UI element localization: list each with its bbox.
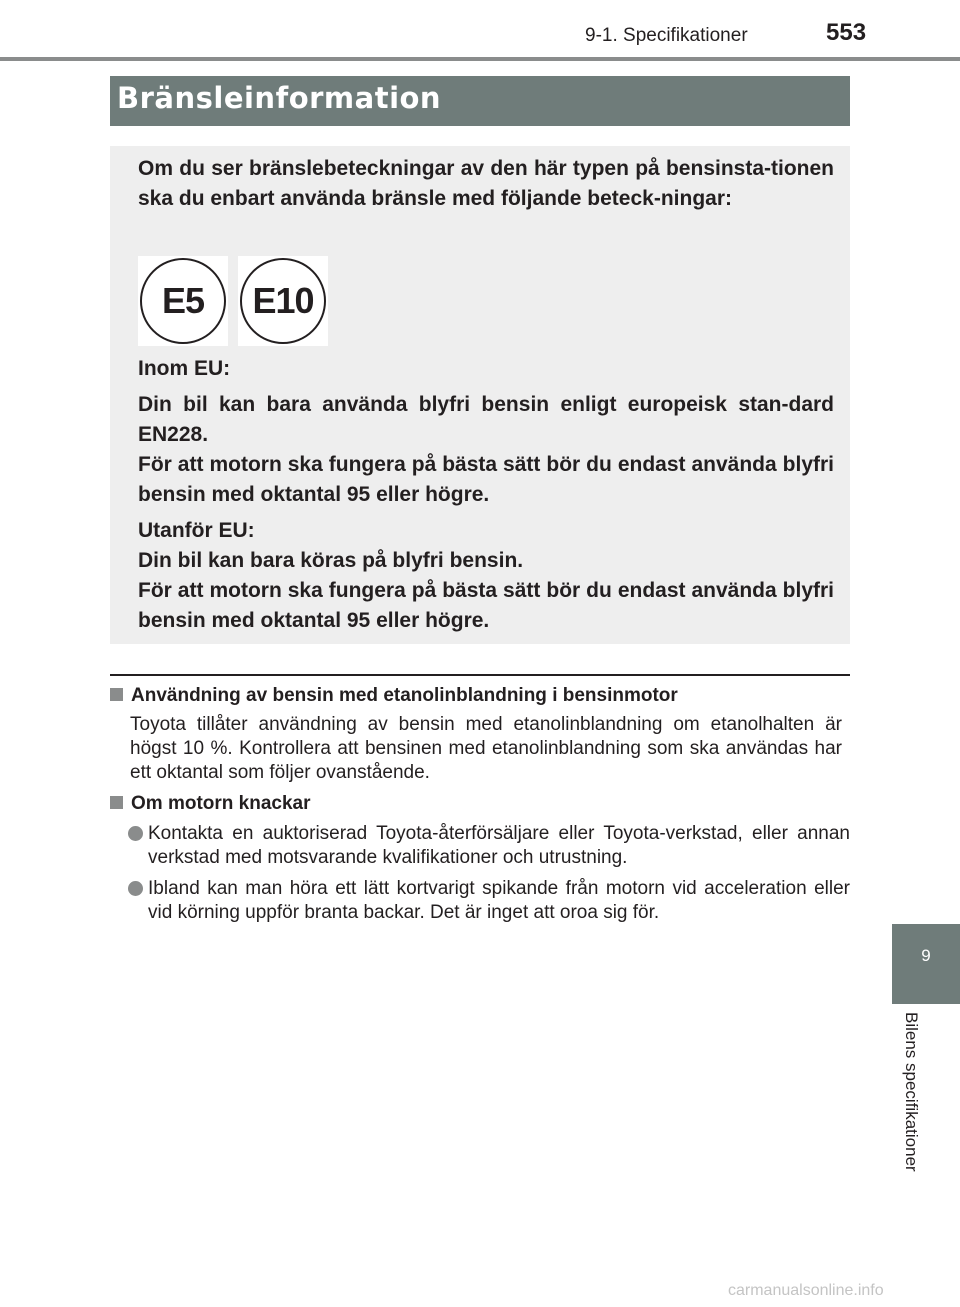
section-heading-text: Användning av bensin med etanolinblandning i bensinmotor <box>131 685 678 706</box>
ethanol-body-text: Toyota tillåter användning av bensin med etanolinblandning om etanolhalten är högst 10 %. Kontrollera att bensinen med etanolinblandning som ska användas har ett oktantal som följer ovanstående. <box>130 714 842 783</box>
list-item-text: Ibland kan man höra ett lätt kortvarigt spikande från motorn vid acceleration eller vid körning uppför branta backar. Det är inget att oroa sig för. <box>148 878 850 923</box>
non-eu-text-2: För att motorn ska fungera på bästa sätt bör du endast använda blyfri bensin med oktantal 95 eller högre. <box>138 579 834 632</box>
chapter-tab <box>892 924 960 1004</box>
title-bar <box>110 76 850 126</box>
square-bullet-icon <box>110 796 123 809</box>
badge-label: E5 <box>161 280 205 321</box>
page-number: 553 <box>826 19 867 46</box>
section-divider <box>110 674 850 676</box>
fuel-info-box <box>110 146 850 644</box>
square-bullet-icon <box>110 688 123 701</box>
info-intro: Om du ser bränslebeteckningar av den här typen på bensinsta-tionen ska du enbart använda bränsle med följande beteck-ningar: <box>138 157 834 210</box>
fuel-badge-e10 <box>238 256 328 346</box>
non-eu-heading: Utanför EU: <box>138 519 255 542</box>
section-heading-ethanol <box>110 685 678 707</box>
chapter-label: Bilens specifikationer <box>902 1012 921 1172</box>
eu-heading: Inom EU: <box>138 357 231 380</box>
list-item <box>128 822 850 870</box>
header-rule <box>0 57 960 61</box>
page-title: Bränsleinformation <box>117 81 442 115</box>
list-item-text: Kontakta en auktoriserad Toyota-återförsäljare eller Toyota-verkstad, eller annan verkstad med motsvarande kvalifikationer och utrustning. <box>148 823 850 868</box>
section-heading-knocking <box>110 793 311 815</box>
circle-bullet-icon <box>128 881 143 896</box>
list-item <box>128 877 850 925</box>
circle-bullet-icon <box>128 826 143 841</box>
non-eu-text-1: Din bil kan bara köras på blyfri bensin. <box>138 549 524 572</box>
chapter-number: 9 <box>921 946 931 965</box>
fuel-badge-e5 <box>138 256 228 346</box>
badge-label: E10 <box>252 280 314 321</box>
eu-text-1: Din bil kan bara använda blyfri bensin enligt europeisk stan-dard EN228. <box>138 393 834 446</box>
section-heading-text: Om motorn knackar <box>131 793 311 814</box>
eu-text-2: För att motorn ska fungera på bästa sätt bör du endast använda blyfri bensin med oktantal 95 eller högre. <box>138 453 834 506</box>
header-section-title: 9-1. Specifikationer <box>585 25 748 46</box>
watermark: carmanualsonline.info <box>728 1282 884 1299</box>
